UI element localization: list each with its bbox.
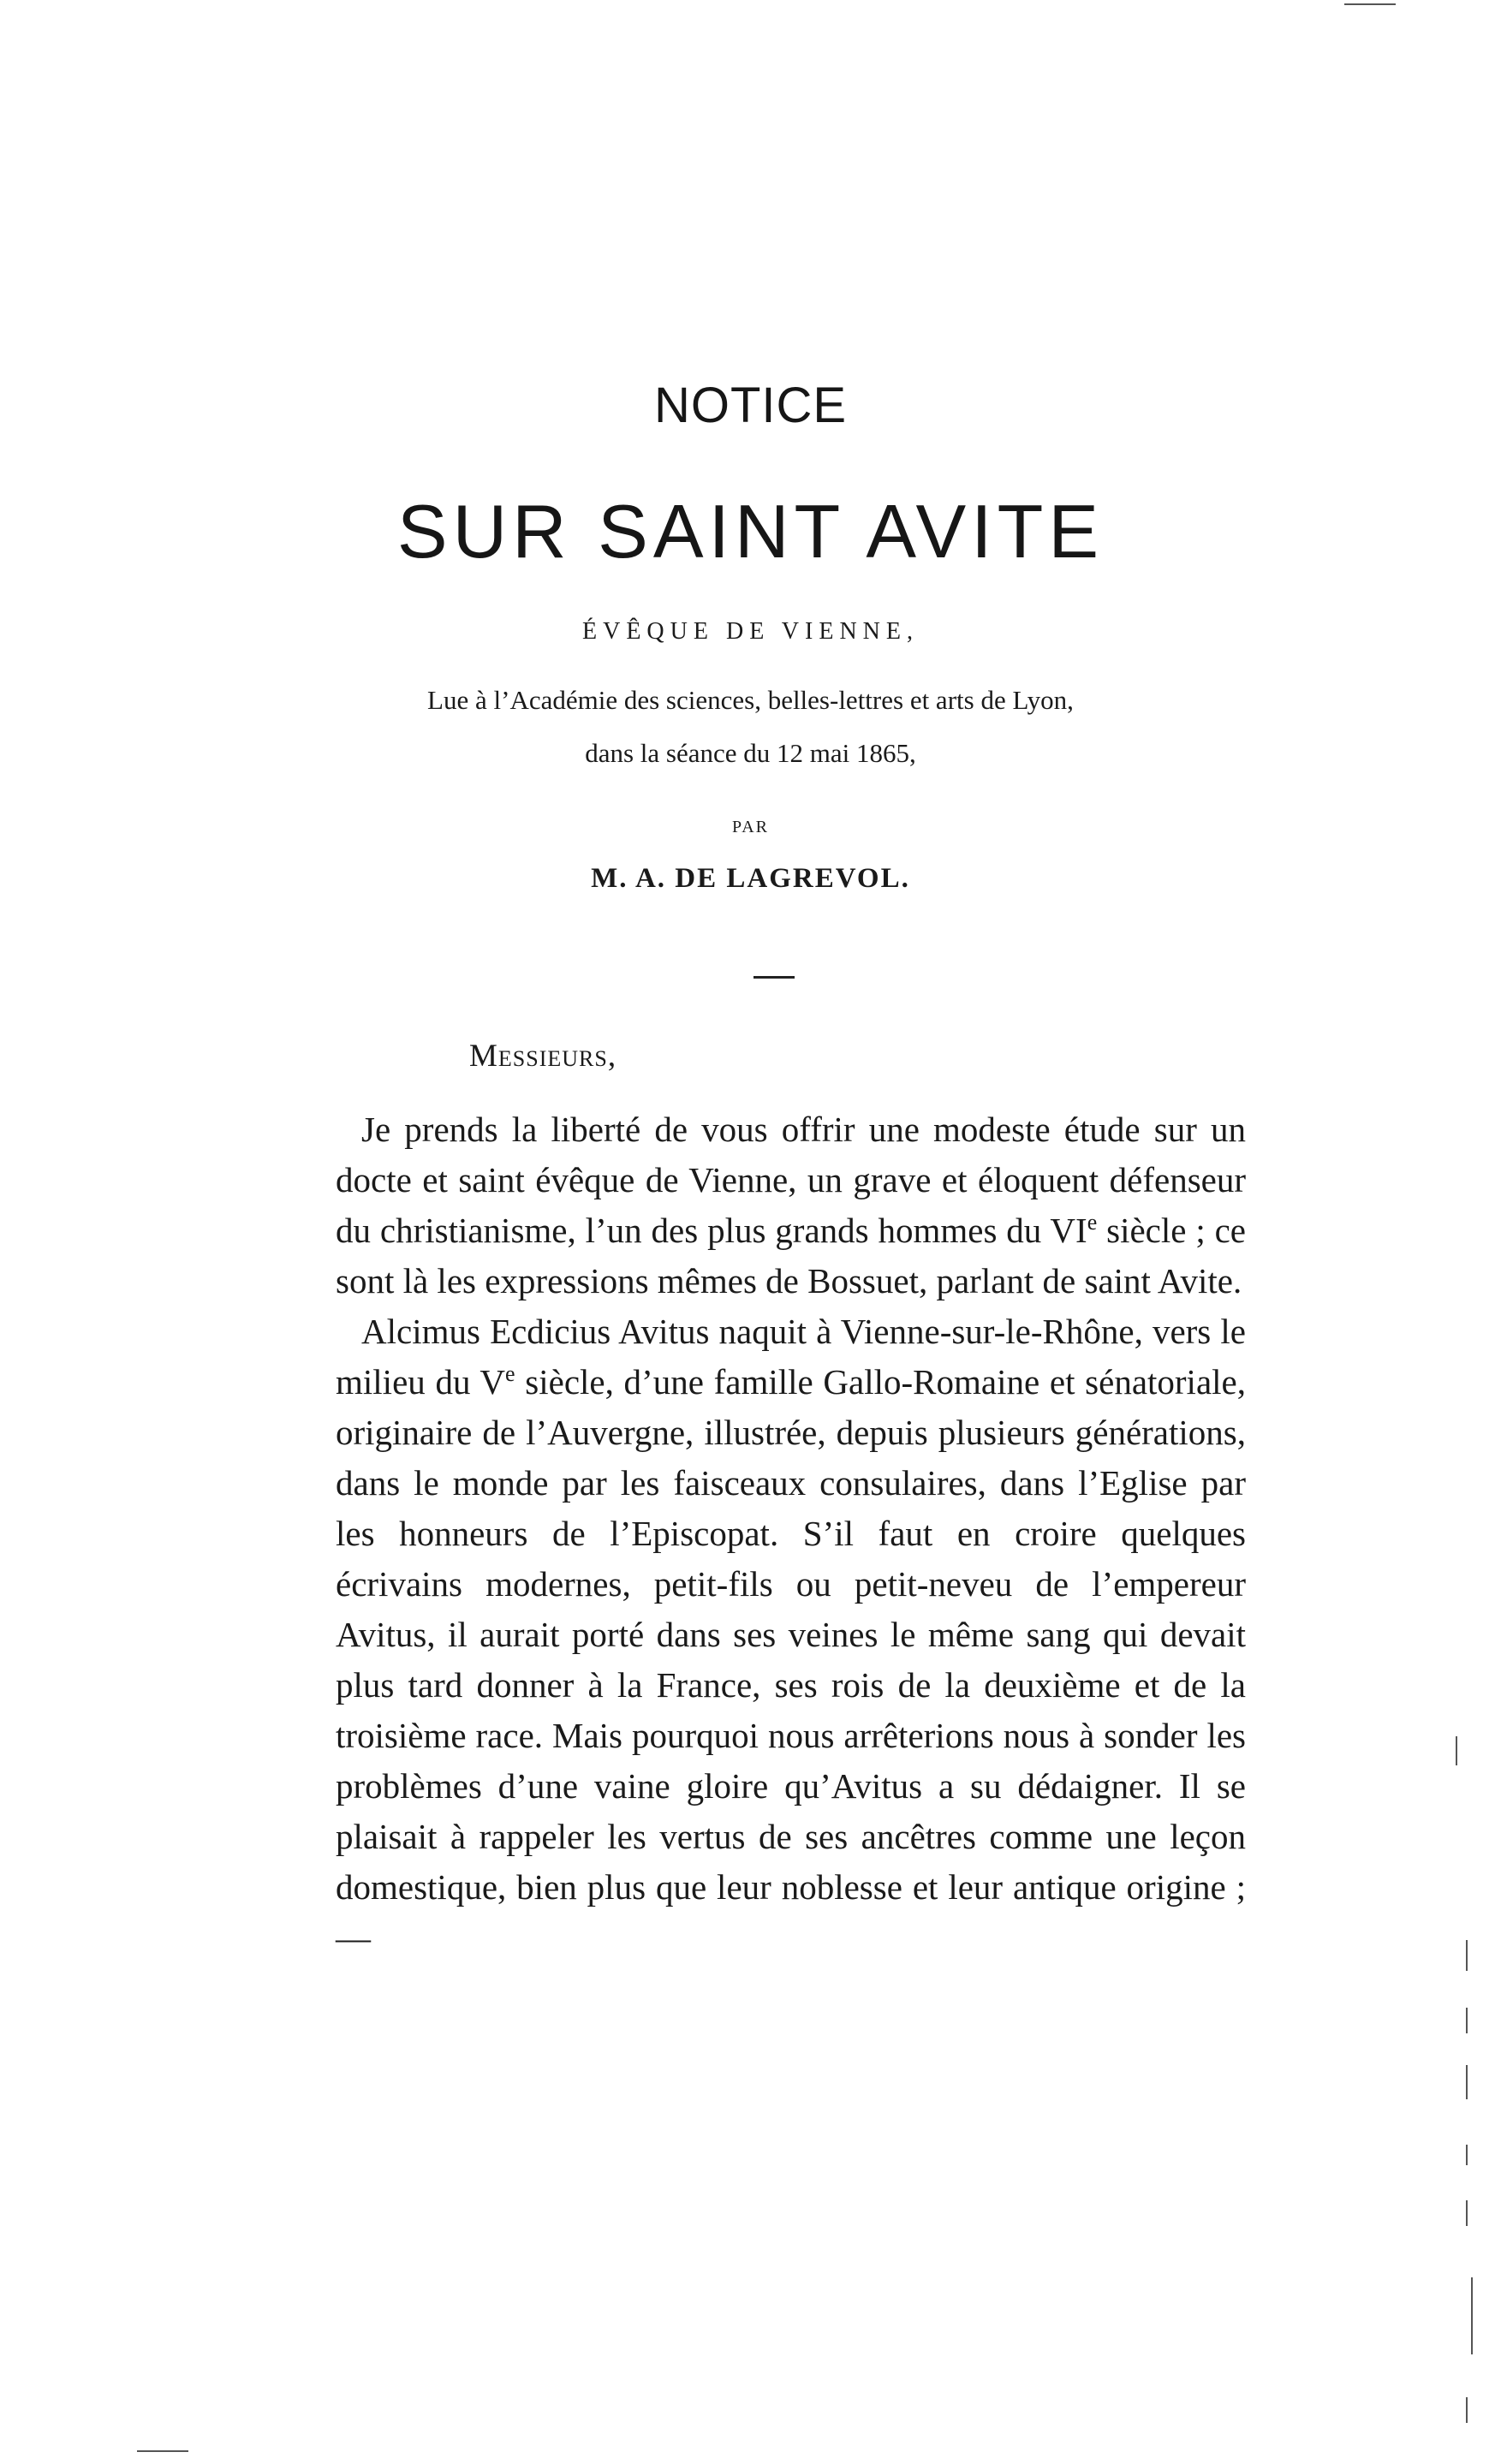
paragraph-2 bbox=[336, 1306, 1246, 1963]
scan-mark bbox=[1466, 2008, 1468, 2033]
paragraph-2-superscript: e bbox=[505, 1361, 515, 1386]
scan-mark bbox=[1466, 2200, 1468, 2226]
scan-mark bbox=[1456, 1736, 1457, 1765]
scan-mark bbox=[1466, 2065, 1468, 2099]
scan-mark bbox=[1471, 2277, 1473, 2354]
paragraph-1-part-b: siècle ; ce sont là les expressions mêmes de Bossuet, parlant de saint Avite. bbox=[336, 1211, 1247, 1300]
scan-mark bbox=[1344, 3, 1396, 5]
title: SUR SAINT AVITE bbox=[396, 489, 1105, 574]
scan-mark bbox=[1466, 2397, 1468, 2423]
paragraph-1-part-a: Je prends la liberté de vous offrir une modeste étude sur un docte et saint évêque de Vienne, un grave et éloquent défenseur du christianisme, l’un des plus grands hommes du VI bbox=[336, 1110, 1246, 1250]
par-label: PAR bbox=[731, 818, 770, 836]
separator-rule bbox=[753, 976, 795, 979]
lecture-line-2: dans la séance du 12 mai 1865, bbox=[585, 738, 916, 768]
lecture-line-1: Lue à l’Académie des sciences, belles-lettres et arts de Lyon, bbox=[427, 685, 1074, 715]
paragraph-2-part-a: Alcimus Ecdicius Avitus naquit à Vienne-sur-le-Rhône, vers le milieu du V bbox=[336, 1312, 1246, 1402]
scan-mark bbox=[1466, 2145, 1468, 2165]
salutation: Messieurs, bbox=[469, 1039, 617, 1074]
author: M. A. DE LAGREVOL. bbox=[591, 863, 910, 894]
notice-heading: NOTICE bbox=[653, 378, 848, 433]
scan-mark bbox=[137, 2450, 188, 2452]
paragraph-1 bbox=[336, 1104, 1246, 1306]
paragraph-2-part-b: siècle, d’une famille Gallo-Romaine et sénatoriale, originaire de l’Auvergne, illustrée, depuis plusieurs générations, dans le monde par les faisceaux consulaires, dans l’Eglise par les honneurs de l’Episcopat. S’il faut en croire quelques écrivains modernes, petit-fils ou petit-neveu de l’empereur Avitus, il aurait porté dans ses veines le même sang qui devait plus tard donner à la France, ses rois de la deuxième et de la troisième race. Mais pourquoi nous arrêterions nous à sonder les problèmes d’une vaine gloire qu’Avitus a su dédaigner. Il se plaisait à rappeler les vertus de ses ancêtres comme une leçon domestique, bien plus que leur noblesse et leur antique origine ; — bbox=[336, 1362, 1246, 1957]
scan-mark bbox=[1466, 1940, 1468, 1971]
paragraph-1-superscript: e bbox=[1087, 1210, 1098, 1235]
body-text bbox=[336, 1104, 1246, 1963]
subtitle: ÉVÊQUE DE VIENNE, bbox=[582, 618, 919, 645]
